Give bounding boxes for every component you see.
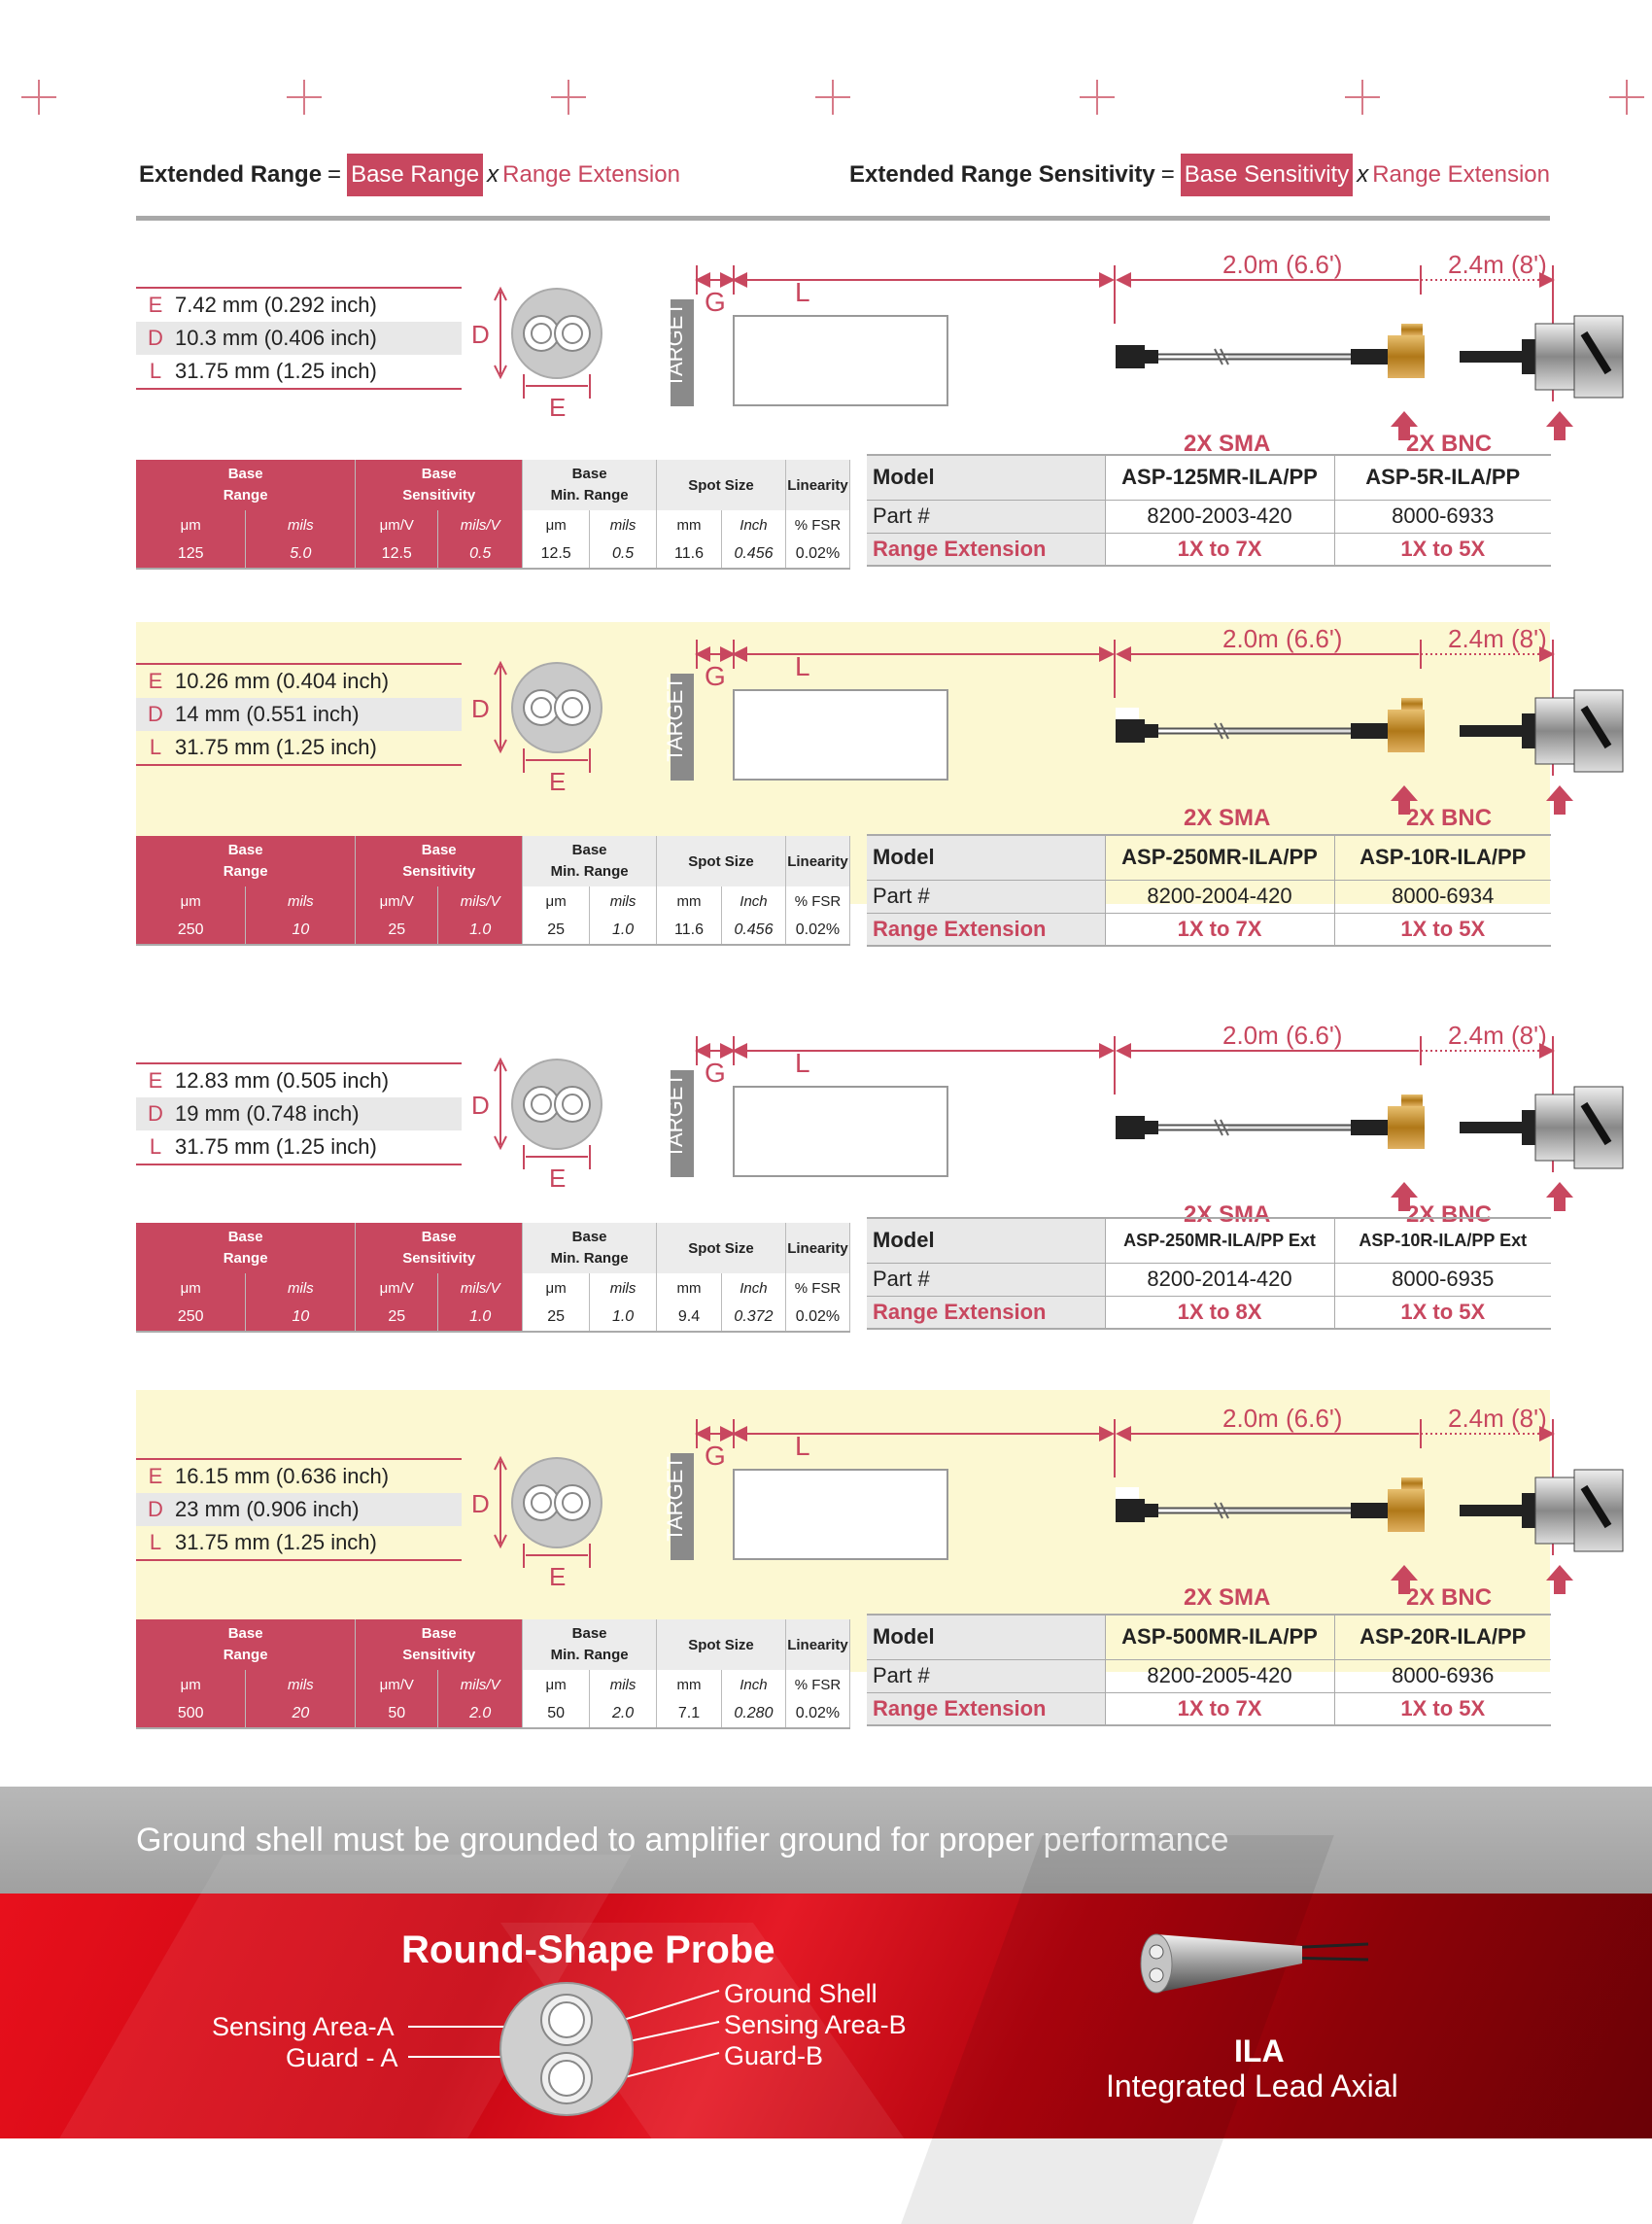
base-range-mils: 20 bbox=[246, 1699, 356, 1728]
label-ground-shell: Ground Shell bbox=[724, 1979, 878, 2008]
bnc-label: 2X BNC bbox=[1406, 431, 1493, 457]
model-label: Model bbox=[867, 1218, 1105, 1263]
table-cell: % FSR bbox=[785, 1273, 849, 1303]
dim-g-label: G bbox=[705, 661, 726, 691]
dim-row-d: D 19 mm (0.748 inch) bbox=[136, 1097, 462, 1130]
dim-row-l: L 31.75 mm (1.25 inch) bbox=[149, 1530, 377, 1554]
base-sens-milsv: 2.0 bbox=[438, 1699, 523, 1728]
table-cell: Linearity bbox=[785, 1223, 849, 1273]
dimension-list bbox=[136, 1458, 462, 1561]
dim-l-label: L bbox=[795, 651, 810, 681]
ext-r: 1X to 5X bbox=[1334, 1692, 1551, 1725]
dim-row-e: E 10.26 mm (0.404 inch) bbox=[148, 669, 390, 693]
table-cell: mils bbox=[590, 1670, 657, 1699]
dimension-list bbox=[136, 287, 462, 390]
table-cell: mils/V bbox=[438, 510, 523, 539]
spec-table bbox=[136, 460, 850, 570]
dim-row-e: E 12.83 mm (0.505 inch) bbox=[148, 1068, 390, 1093]
model-r: ASP-10R-ILA/PP bbox=[1334, 835, 1551, 880]
label-guard-b: Guard-B bbox=[724, 2041, 824, 2070]
linearity: 0.02% bbox=[785, 1699, 849, 1728]
model-mr: ASP-500MR-ILA/PP bbox=[1105, 1615, 1334, 1659]
dim-e-label: E bbox=[549, 1164, 567, 1193]
extended-range-formula: Extended Range = Base Range x Range Extension bbox=[139, 154, 680, 196]
table-cell: mils bbox=[590, 1273, 657, 1303]
probe-face bbox=[471, 1048, 607, 1199]
probe-face-diagram bbox=[471, 651, 607, 797]
ext-r: 1X to 5X bbox=[1334, 913, 1551, 946]
table-cell: mm bbox=[657, 1670, 722, 1699]
bnc-label: 2X BNC bbox=[1406, 1201, 1493, 1228]
model-mr: ASP-125MR-ILA/PP bbox=[1105, 455, 1334, 500]
probe-section bbox=[136, 1019, 1550, 1325]
part-label: Part # bbox=[867, 500, 1105, 533]
table-cell: μm bbox=[523, 510, 590, 539]
dim-row-d: D 14 mm (0.551 inch) bbox=[136, 698, 462, 731]
table-cell: % FSR bbox=[785, 886, 849, 916]
table-cell: % FSR bbox=[785, 510, 849, 539]
linearity: 0.02% bbox=[785, 916, 849, 945]
base-min-um: 12.5 bbox=[523, 539, 590, 569]
probe-face bbox=[471, 277, 607, 428]
probe-cable bbox=[663, 624, 1555, 819]
base-sens-umv: 25 bbox=[356, 1303, 438, 1332]
target-label: TARGET bbox=[663, 1456, 687, 1542]
spot-mm: 7.1 bbox=[657, 1699, 722, 1728]
base-sens-umv: 12.5 bbox=[356, 539, 438, 569]
ext-mr: 1X to 7X bbox=[1105, 1692, 1334, 1725]
table-cell: Base Sensitivity bbox=[356, 1619, 523, 1670]
probe-cable bbox=[663, 1021, 1555, 1216]
table-cell: mm bbox=[657, 510, 722, 539]
model-table bbox=[867, 1614, 1551, 1726]
base-range-um: 250 bbox=[136, 916, 246, 945]
table-cell: mm bbox=[657, 1273, 722, 1303]
dim-l-value: 31.75 mm (1.25 inch) bbox=[175, 735, 377, 759]
part-r: 8000-6936 bbox=[1334, 1659, 1551, 1692]
sma-label: 2X SMA bbox=[1184, 1584, 1271, 1611]
table-cell: Inch bbox=[722, 510, 786, 539]
part-label: Part # bbox=[867, 1659, 1105, 1692]
dim-l-value: 31.75 mm (1.25 inch) bbox=[175, 1134, 377, 1159]
probe-face-diagram bbox=[471, 1446, 607, 1592]
table-cell: mils/V bbox=[438, 1670, 523, 1699]
table-cell: Base Range bbox=[136, 1619, 356, 1670]
model-label: Model bbox=[867, 835, 1105, 880]
table-cell: mm bbox=[657, 886, 722, 916]
spec-table bbox=[136, 836, 850, 946]
table-cell: μm bbox=[523, 1273, 590, 1303]
part-label: Part # bbox=[867, 880, 1105, 913]
dim-e-value: 7.42 mm (0.292 inch) bbox=[175, 293, 377, 317]
table-cell: mils bbox=[590, 886, 657, 916]
table-cell: Base Sensitivity bbox=[356, 460, 523, 510]
base-min-um: 25 bbox=[523, 916, 590, 945]
model-mr: ASP-250MR-ILA/PP bbox=[1105, 835, 1334, 880]
divider bbox=[136, 216, 1550, 221]
base-min-mils: 0.5 bbox=[590, 539, 657, 569]
ext-r: 1X to 5X bbox=[1334, 1296, 1551, 1329]
model-mr: ASP-250MR-ILA/PP Ext bbox=[1105, 1218, 1334, 1263]
part-mr: 8200-2005-420 bbox=[1105, 1659, 1334, 1692]
probe-cable-diagram bbox=[663, 250, 1555, 440]
registration-mark bbox=[1345, 80, 1380, 115]
table-cell: μm bbox=[523, 1670, 590, 1699]
table-cell: Spot Size bbox=[657, 1223, 786, 1273]
table-cell: μm bbox=[523, 886, 590, 916]
registration-mark bbox=[21, 80, 56, 115]
dimension-list bbox=[136, 1062, 462, 1165]
dim-row-d: D 23 mm (0.906 inch) bbox=[136, 1493, 462, 1526]
part-label: Part # bbox=[867, 1263, 1105, 1296]
table-cell: mils bbox=[246, 886, 356, 916]
model-table bbox=[867, 454, 1551, 567]
probe-cable bbox=[663, 250, 1555, 445]
cable-length-1: 2.0m (6.6') bbox=[1222, 1021, 1343, 1050]
probe-section bbox=[136, 1390, 1550, 1721]
dim-d-label: D bbox=[471, 320, 490, 349]
base-sens-milsv: 1.0 bbox=[438, 916, 523, 945]
base-min-mils: 1.0 bbox=[590, 916, 657, 945]
table-cell: Base Range bbox=[136, 1223, 356, 1273]
target-label: TARGET bbox=[663, 302, 687, 388]
cable-length-1: 2.0m (6.6') bbox=[1222, 250, 1343, 279]
part-mr: 8200-2014-420 bbox=[1105, 1263, 1334, 1296]
base-sens-umv: 50 bbox=[356, 1699, 438, 1728]
label-sensing-area-b: Sensing Area-B bbox=[724, 2010, 907, 2039]
part-mr: 8200-2004-420 bbox=[1105, 880, 1334, 913]
model-r: ASP-10R-ILA/PP Ext bbox=[1334, 1218, 1551, 1263]
registration-mark bbox=[1080, 80, 1115, 115]
range-ext-label: Range Extension bbox=[867, 913, 1105, 946]
dim-e-label: E bbox=[549, 1562, 567, 1591]
round-probe-diagram bbox=[408, 1981, 739, 2127]
probe-cable-diagram bbox=[663, 1021, 1555, 1211]
registration-mark bbox=[815, 80, 850, 115]
ext-mr: 1X to 7X bbox=[1105, 913, 1334, 946]
base-range-um: 500 bbox=[136, 1699, 246, 1728]
sma-label: 2X SMA bbox=[1184, 1201, 1271, 1228]
extended-sensitivity-formula: Extended Range Sensitivity = Base Sensitivity x Range Extension bbox=[849, 154, 1550, 196]
dim-l-label: L bbox=[795, 1048, 810, 1078]
table-cell: μm bbox=[136, 510, 246, 539]
table-cell: μm/V bbox=[356, 1273, 438, 1303]
table-cell: μm/V bbox=[356, 1670, 438, 1699]
spot-mm: 11.6 bbox=[657, 916, 722, 945]
dim-d-value: 19 mm (0.748 inch) bbox=[175, 1101, 360, 1126]
cable-length-1: 2.0m (6.6') bbox=[1222, 624, 1343, 653]
dim-l-value: 31.75 mm (1.25 inch) bbox=[175, 1530, 377, 1554]
spot-inch: 0.456 bbox=[722, 539, 786, 569]
dim-d-label: D bbox=[471, 1091, 490, 1120]
table-cell: Inch bbox=[721, 886, 785, 916]
part-r: 8000-6933 bbox=[1334, 500, 1551, 533]
dim-d-label: D bbox=[471, 1489, 490, 1518]
table-cell: mils bbox=[246, 510, 356, 539]
base-range-mils: 10 bbox=[246, 916, 356, 945]
range-ext-label: Range Extension bbox=[867, 1296, 1105, 1329]
ila-full-label: Integrated Lead Axial bbox=[1106, 2068, 1398, 2103]
spot-mm: 9.4 bbox=[657, 1303, 722, 1332]
probe-section bbox=[136, 622, 1550, 941]
table-cell: mils bbox=[590, 510, 657, 539]
sma-label: 2X SMA bbox=[1184, 805, 1271, 831]
table-cell: Base Sensitivity bbox=[356, 1223, 523, 1273]
table-cell: Linearity bbox=[785, 460, 849, 510]
dim-d-value: 23 mm (0.906 inch) bbox=[175, 1497, 360, 1521]
dim-row-d: D 10.3 mm (0.406 inch) bbox=[136, 322, 462, 355]
model-table bbox=[867, 834, 1551, 947]
table-cell: Base Min. Range bbox=[523, 836, 657, 886]
dim-row-l: L 31.75 mm (1.25 inch) bbox=[149, 1134, 377, 1159]
ground-note: Ground shell must be grounded to amplifier ground for proper performance bbox=[136, 1822, 1229, 1859]
probe-face-diagram bbox=[471, 277, 607, 423]
dim-row-e: E 16.15 mm (0.636 inch) bbox=[148, 1464, 390, 1488]
cable-length-2: 2.4m (8') bbox=[1448, 1021, 1547, 1050]
probe-cable-diagram bbox=[663, 1404, 1555, 1594]
table-cell: mils/V bbox=[438, 1273, 523, 1303]
dim-d-label: D bbox=[471, 694, 490, 723]
part-r: 8000-6934 bbox=[1334, 880, 1551, 913]
spot-inch: 0.372 bbox=[721, 1303, 785, 1332]
table-cell: Base Min. Range bbox=[523, 1223, 657, 1273]
linearity: 0.02% bbox=[785, 1303, 849, 1332]
base-sens-milsv: 0.5 bbox=[438, 539, 523, 569]
base-range-um: 250 bbox=[136, 1303, 246, 1332]
dim-row-l: L 31.75 mm (1.25 inch) bbox=[149, 359, 377, 383]
probe-face bbox=[471, 1446, 607, 1597]
spec-table bbox=[136, 1619, 850, 1729]
probe-cable-diagram bbox=[663, 624, 1555, 815]
model-r: ASP-5R-ILA/PP bbox=[1334, 455, 1551, 500]
dim-g-label: G bbox=[705, 1058, 726, 1088]
dim-g-label: G bbox=[705, 287, 726, 317]
dim-d-value: 10.3 mm (0.406 inch) bbox=[175, 326, 377, 350]
model-label: Model bbox=[867, 455, 1105, 500]
table-cell: Linearity bbox=[785, 1619, 849, 1670]
round-probe-title: Round-Shape Probe bbox=[401, 1929, 775, 1971]
dim-g-label: G bbox=[705, 1441, 726, 1471]
dimension-list bbox=[136, 663, 462, 766]
spot-mm: 11.6 bbox=[657, 539, 722, 569]
table-cell: Base Min. Range bbox=[523, 1619, 657, 1670]
dim-row-e: E 7.42 mm (0.292 inch) bbox=[148, 293, 377, 317]
probe-face-diagram bbox=[471, 1048, 607, 1194]
registration-mark bbox=[551, 80, 586, 115]
ext-mr: 1X to 8X bbox=[1105, 1296, 1334, 1329]
base-sens-milsv: 1.0 bbox=[438, 1303, 523, 1332]
dim-e-value: 12.83 mm (0.505 inch) bbox=[175, 1068, 390, 1093]
table-cell: Base Min. Range bbox=[523, 460, 657, 510]
part-r: 8000-6935 bbox=[1334, 1263, 1551, 1296]
table-cell: Inch bbox=[721, 1670, 785, 1699]
base-range-mils: 10 bbox=[246, 1303, 356, 1332]
ila-label: ILA bbox=[1234, 2033, 1285, 2068]
cable-length-1: 2.0m (6.6') bbox=[1222, 1404, 1343, 1433]
dim-d-value: 14 mm (0.551 inch) bbox=[175, 702, 360, 726]
dim-l-value: 31.75 mm (1.25 inch) bbox=[175, 359, 377, 383]
table-cell: % FSR bbox=[785, 1670, 849, 1699]
base-min-mils: 1.0 bbox=[590, 1303, 657, 1332]
bnc-label: 2X BNC bbox=[1406, 1584, 1493, 1611]
table-cell: μm/V bbox=[356, 510, 438, 539]
cable-length-2: 2.4m (8') bbox=[1448, 1404, 1547, 1433]
ila-probe-image bbox=[1137, 1923, 1370, 2010]
table-cell: Spot Size bbox=[657, 1619, 786, 1670]
table-cell: Spot Size bbox=[657, 460, 786, 510]
base-min-mils: 2.0 bbox=[590, 1699, 657, 1728]
dim-l-label: L bbox=[795, 1431, 810, 1461]
base-range-mils: 5.0 bbox=[246, 539, 356, 569]
model-r: ASP-20R-ILA/PP bbox=[1334, 1615, 1551, 1659]
base-range-um: 125 bbox=[136, 539, 246, 569]
label-sensing-area-a: Sensing Area-A bbox=[212, 2012, 395, 2041]
dim-e-value: 10.26 mm (0.404 inch) bbox=[175, 669, 390, 693]
registration-mark bbox=[1609, 80, 1644, 115]
spot-inch: 0.456 bbox=[721, 916, 785, 945]
probe-feature-banner bbox=[0, 1894, 1652, 2138]
table-cell: Inch bbox=[721, 1273, 785, 1303]
dim-e-label: E bbox=[549, 393, 567, 422]
sma-label: 2X SMA bbox=[1184, 431, 1271, 457]
table-cell: μm bbox=[136, 1273, 246, 1303]
base-min-um: 25 bbox=[523, 1303, 590, 1332]
spot-inch: 0.280 bbox=[721, 1699, 785, 1728]
dim-l-label: L bbox=[795, 277, 810, 307]
model-label: Model bbox=[867, 1615, 1105, 1659]
table-cell: Base Sensitivity bbox=[356, 836, 523, 886]
spec-table bbox=[136, 1223, 850, 1333]
dim-e-value: 16.15 mm (0.636 inch) bbox=[175, 1464, 390, 1488]
range-ext-label: Range Extension bbox=[867, 533, 1105, 566]
table-cell: μm/V bbox=[356, 886, 438, 916]
table-cell: Linearity bbox=[785, 836, 849, 886]
base-sens-umv: 25 bbox=[356, 916, 438, 945]
label-guard-a: Guard - A bbox=[286, 2043, 398, 2072]
probe-cable bbox=[663, 1404, 1555, 1599]
probe-section bbox=[136, 248, 1550, 562]
linearity: 0.02% bbox=[785, 539, 849, 569]
bnc-label: 2X BNC bbox=[1406, 805, 1493, 831]
table-cell: mils/V bbox=[438, 886, 523, 916]
cable-length-2: 2.4m (8') bbox=[1448, 250, 1547, 279]
table-cell: mils bbox=[246, 1273, 356, 1303]
table-cell: μm bbox=[136, 1670, 246, 1699]
dim-e-label: E bbox=[549, 767, 567, 796]
ext-mr: 1X to 7X bbox=[1105, 533, 1334, 566]
table-cell: mils bbox=[246, 1670, 356, 1699]
ext-r: 1X to 5X bbox=[1334, 533, 1551, 566]
table-cell: Spot Size bbox=[657, 836, 786, 886]
target-label: TARGET bbox=[663, 677, 687, 762]
table-cell: μm bbox=[136, 886, 246, 916]
table-cell: Base Range bbox=[136, 836, 356, 886]
base-min-um: 50 bbox=[523, 1699, 590, 1728]
part-mr: 8200-2003-420 bbox=[1105, 500, 1334, 533]
table-cell: Base Range bbox=[136, 460, 356, 510]
dim-row-l: L 31.75 mm (1.25 inch) bbox=[149, 735, 377, 759]
cable-length-2: 2.4m (8') bbox=[1448, 624, 1547, 653]
registration-mark bbox=[287, 80, 322, 115]
target-label: TARGET bbox=[663, 1073, 687, 1159]
range-ext-label: Range Extension bbox=[867, 1692, 1105, 1725]
probe-face bbox=[471, 651, 607, 802]
model-table bbox=[867, 1217, 1551, 1330]
